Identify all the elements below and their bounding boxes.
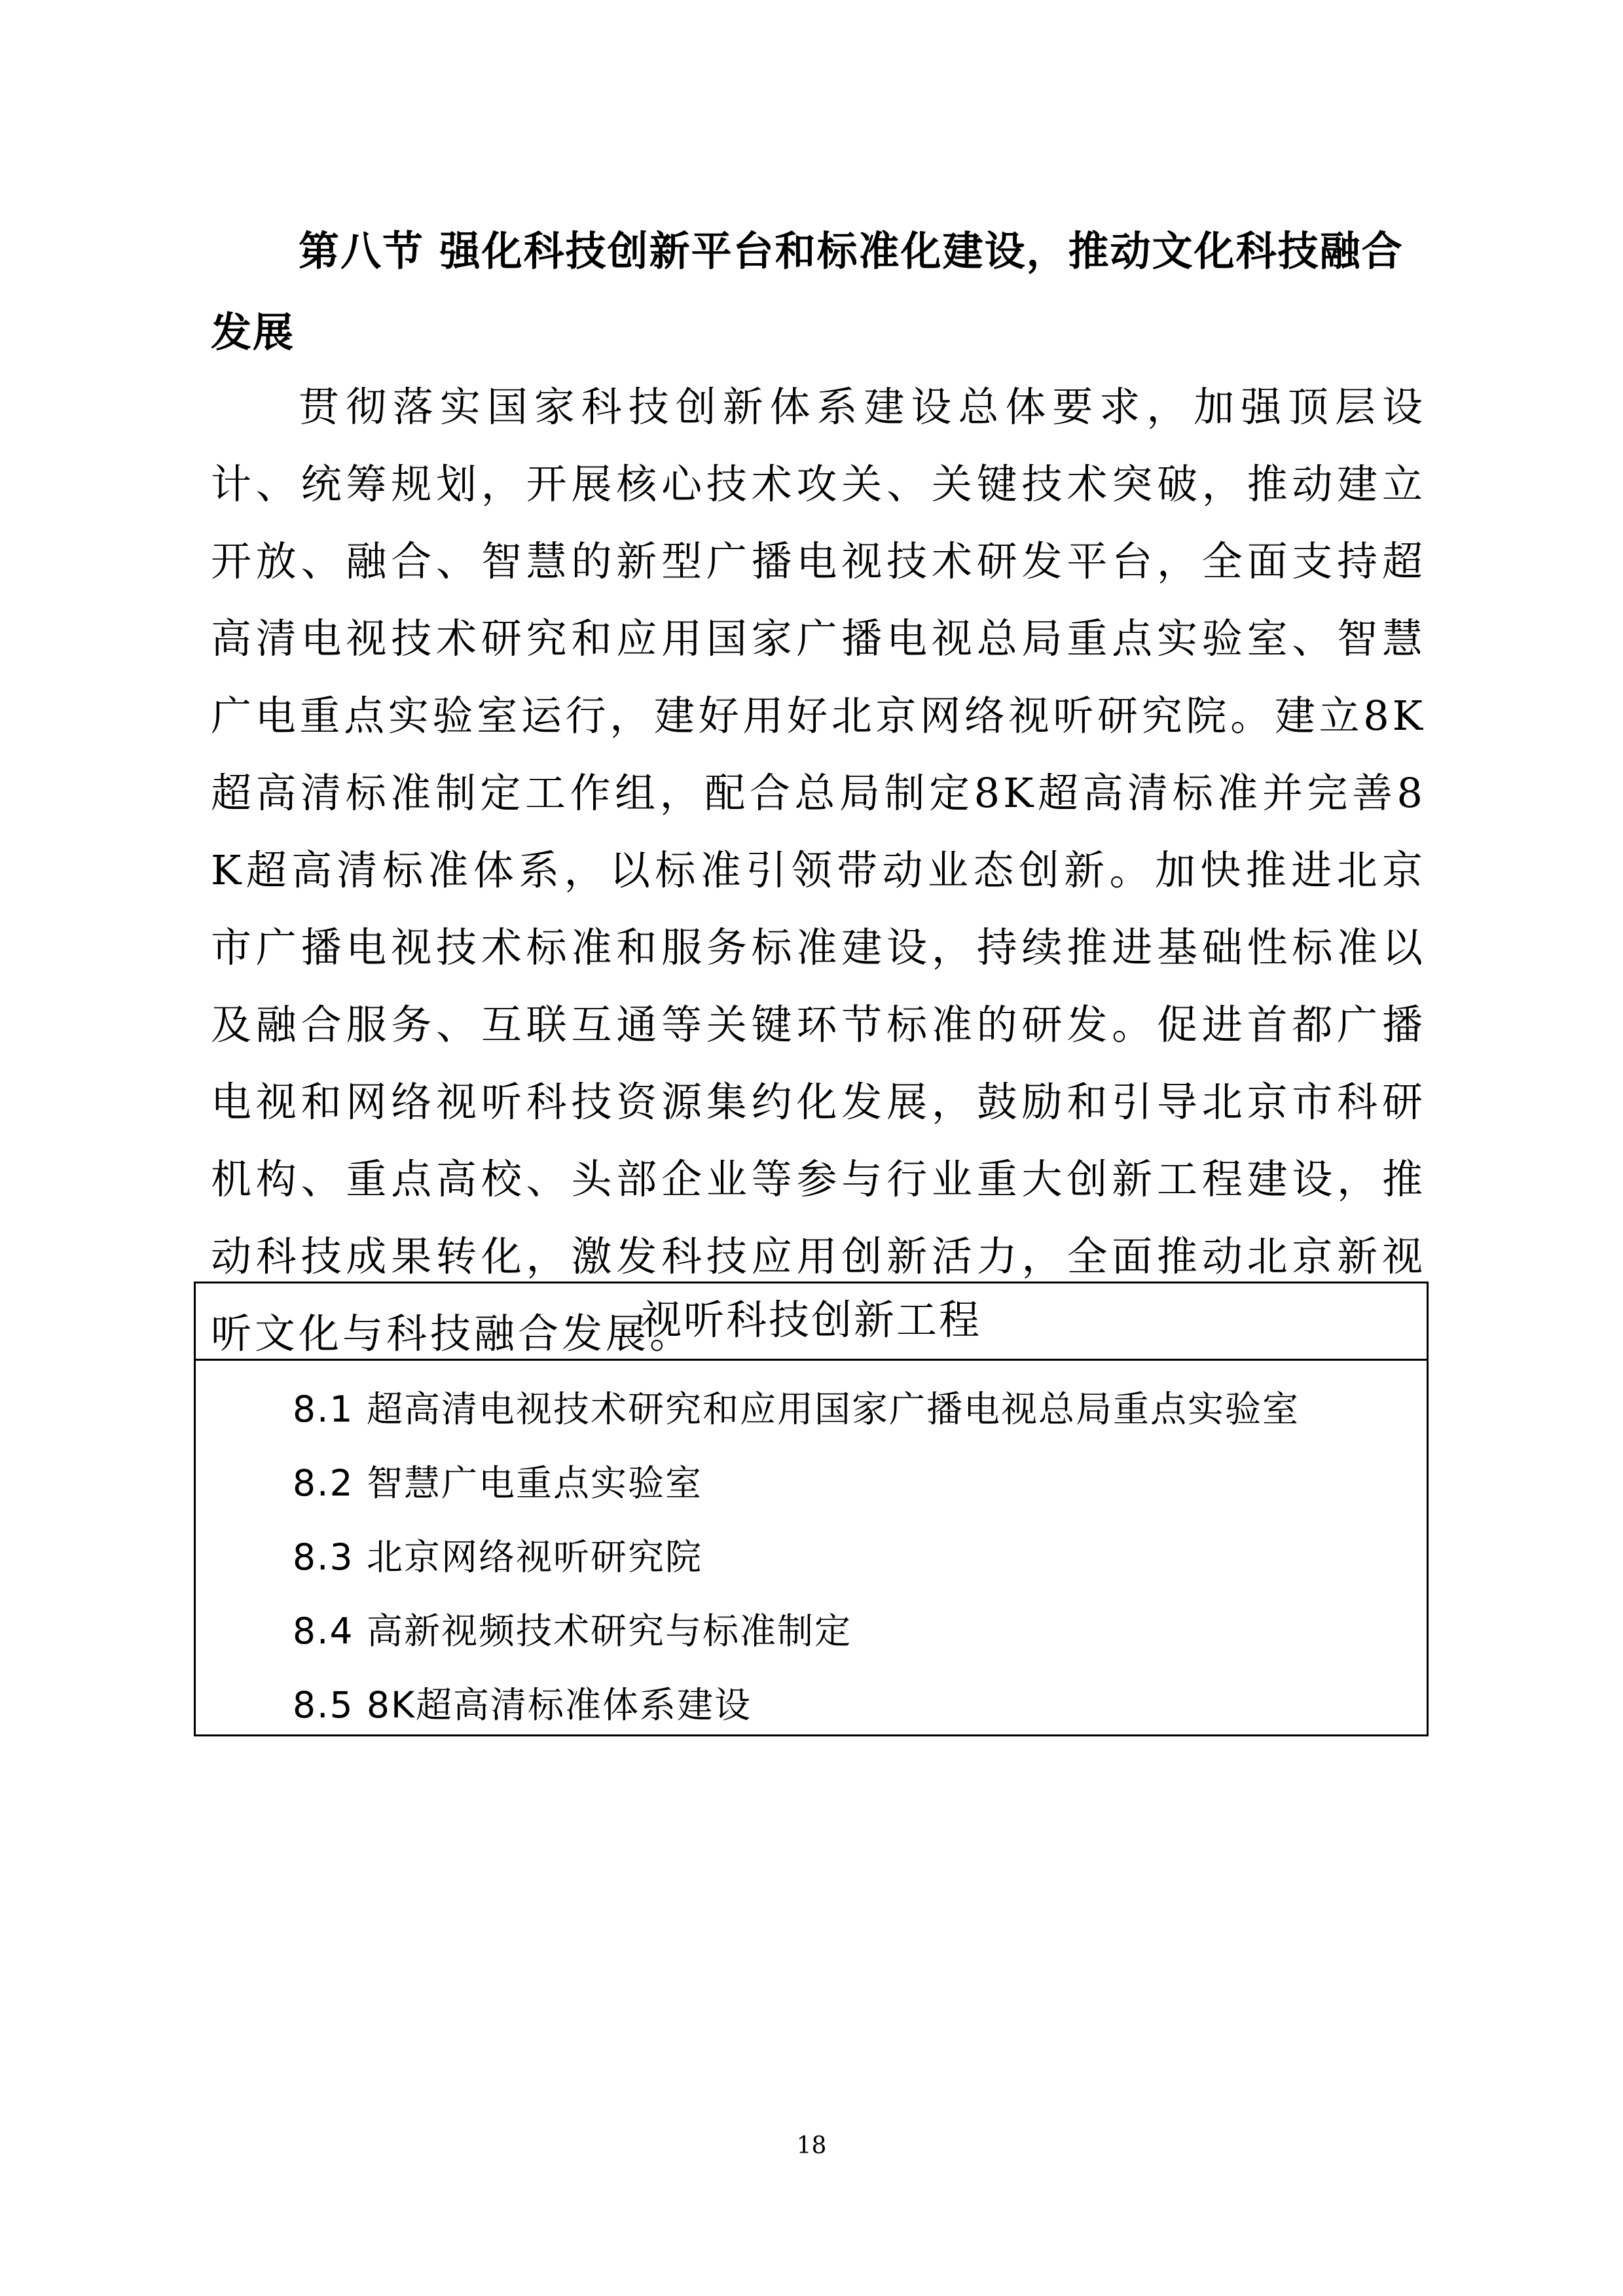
project-item: 8.4 高新视频技术研究与标准制定	[293, 1610, 852, 1652]
page-number: 18	[796, 2132, 827, 2159]
section-paragraph: 贯彻落实国家科技创新体系建设总体要求，加强顶层设计、统筹规划，开展核心技术攻关、关键技术突破，推动建立开放、融合、智慧的新型广播电视技术研发平台，全面支持超高清电视技术研究和应用国家广播电视总局重点实验室、智慧广电重点实验室运行，建好用好北京网络视听研究院。建立8K超高清标准制定工作组，配合总局制定8K超高清标准并完善8K超高清标准体系，以标准引领带动业态创新。加快推进北京市广播电视技术标准和服务标准建设，持续推进基础性标准以及融合服务、互联互通等关键环节标准的研发。促进首都广播电视和网络视听科技资源集约化发展，鼓励和引导北京市科研机构、重点高校、头部企业等参与行业重大创新工程建设，推动科技成果转化，激发科技应用创新活力，全面推动北京新视听文化与科技融合发展。	[211, 383, 1426, 1357]
project-list	[196, 1361, 1427, 1742]
project-box	[194, 1282, 1429, 1736]
section-heading: 第八节 强化科技创新平台和标准化建设，推动文化科技融合发展	[211, 227, 1404, 356]
project-item: 8.5 8K超高清标准体系建设	[293, 1684, 752, 1726]
project-item: 8.3 北京网络视听研究院	[293, 1536, 702, 1578]
project-item: 8.2 智慧广电重点实验室	[293, 1462, 702, 1504]
project-item: 8.1 超高清电视技术研究和应用国家广播电视总局重点实验室	[293, 1388, 1300, 1430]
project-box-title: 视听科技创新工程	[196, 1283, 1427, 1361]
